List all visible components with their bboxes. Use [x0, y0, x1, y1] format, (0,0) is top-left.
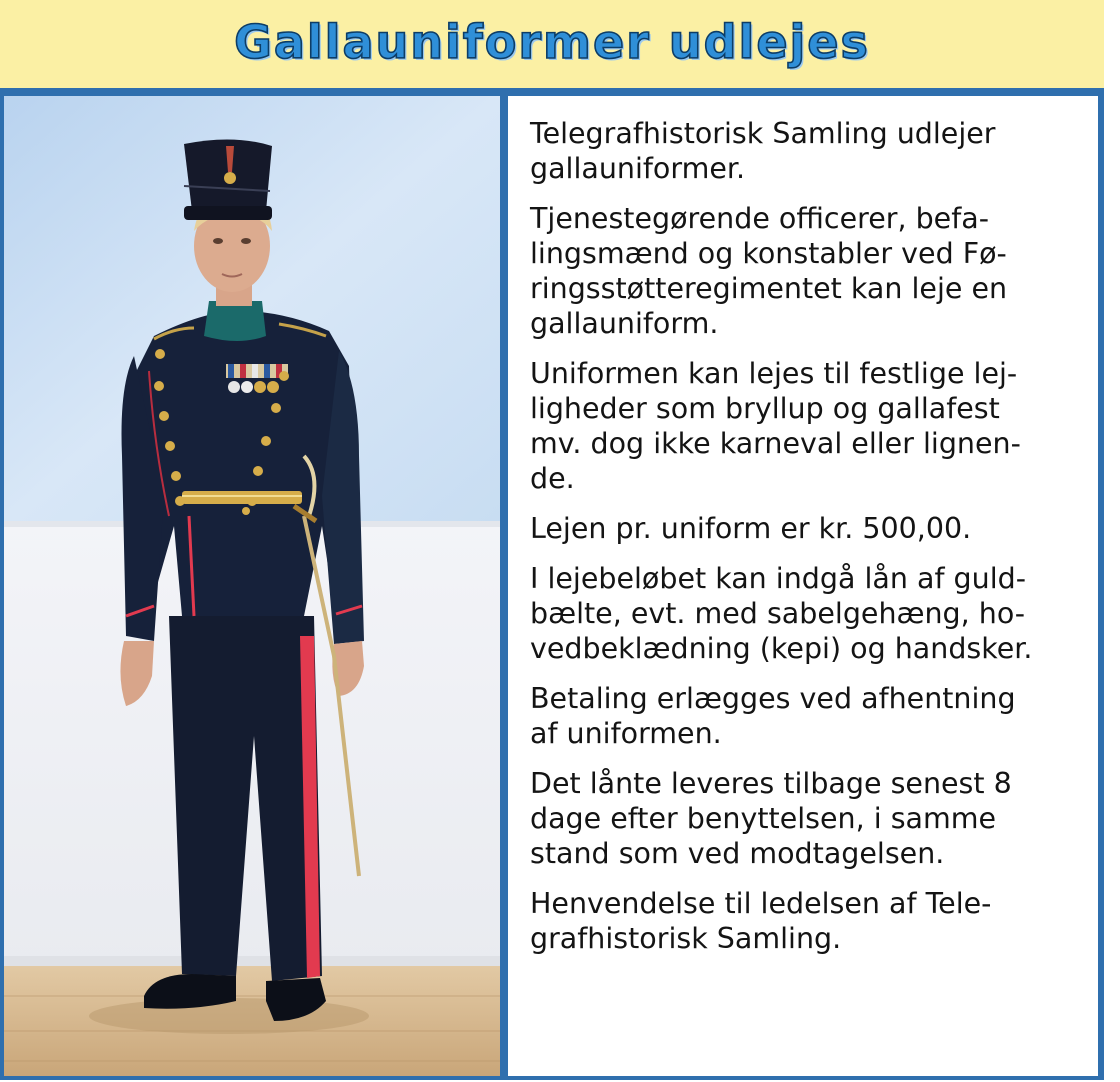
paragraph-return: Det lånte leveres tilbage senest 8 dage efter benyttelsen, i samme stand som ved modtagelsen.	[530, 767, 1012, 870]
paragraph-payment: Betaling erlægges ved afhentning af uniformen.	[530, 682, 1016, 750]
paragraph-occasions: Uniformen kan lejes til festlige lej- ligheder som bryllup og gallafest mv. dog ikke karneval eller lignen- de.	[530, 357, 1021, 495]
paragraph-eligibility: Tjenestegørende officerer, befa- lingsmænd og konstabler ved Fø- ringsstøtteregimentet kan leje en gallauniform.	[530, 202, 1008, 340]
page-title: Gallauniformer udlejes	[234, 15, 870, 69]
paragraph-price: Lejen pr. uniform er kr. 500,00.	[530, 512, 972, 545]
paragraph-contact: Henvendelse til ledelsen af Tele- grafhistorisk Samling.	[530, 887, 992, 955]
info-text	[508, 96, 1098, 1076]
header-banner	[0, 0, 1104, 92]
paragraph-included: I lejebeløbet kan indgå lån af guld- bælte, evt. med sabelgehæng, ho- vedbeklædning (kepi) og handsker.	[530, 562, 1033, 665]
content-frame	[0, 92, 1104, 1080]
paragraph-intro: Telegrafhistorisk Samling udlejer gallauniformer.	[530, 117, 996, 185]
uniform-photo	[4, 96, 500, 1076]
page-margin	[1104, 0, 1120, 1082]
